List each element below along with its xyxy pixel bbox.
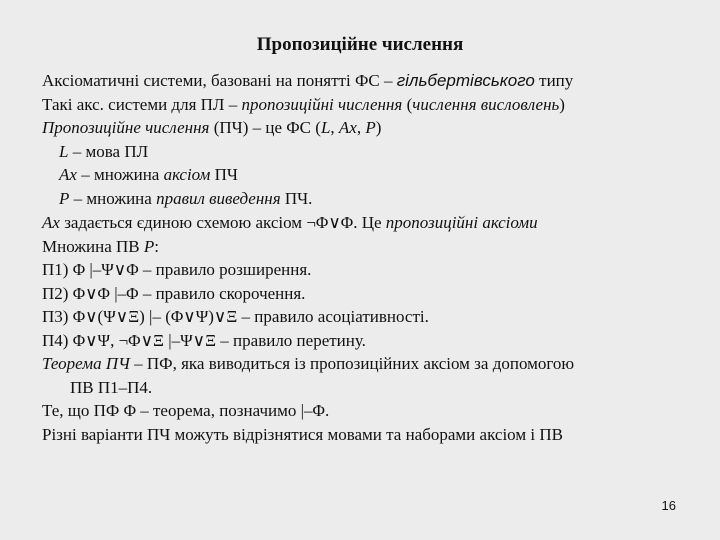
line-2-a: Такі акс. системи для ПЛ – bbox=[42, 94, 242, 114]
line-9: П1) Φ |–Ψ∨Φ – правило розширення. bbox=[42, 260, 312, 279]
line-6 bbox=[42, 187, 702, 211]
line-3-d: , bbox=[330, 118, 339, 137]
page-number: 16 bbox=[661, 498, 676, 513]
line-8-c: : bbox=[154, 236, 160, 256]
line-11: П3) Φ∨(Ψ∨Ξ) |– (Φ∨Ψ)∨Ξ – правило асоціативності. bbox=[42, 307, 429, 326]
line-4 bbox=[42, 140, 702, 164]
slide-title: Пропозиційне числення bbox=[256, 34, 464, 55]
line-7-b: задається єдиною схемою аксіом ¬Φ∨Φ. Це bbox=[59, 213, 386, 232]
line-5-c: аксіом bbox=[163, 165, 211, 184]
line-3 bbox=[42, 116, 702, 140]
line-2-d: числення висловлень bbox=[412, 94, 560, 114]
line-14: ПВ П1–П4. bbox=[70, 377, 153, 397]
line-3-g: P bbox=[365, 118, 376, 137]
line-3-e: Ax bbox=[338, 118, 357, 137]
line-13 bbox=[42, 352, 702, 376]
line-1 bbox=[42, 69, 702, 93]
line-3-c: L bbox=[320, 118, 331, 137]
line-6-c: правил виведення bbox=[156, 188, 281, 208]
line-15: Те, що ПФ Φ – теорема, позначимо |–Φ. bbox=[42, 401, 330, 420]
line-8-a: Множина ПВ bbox=[42, 236, 144, 256]
line-2 bbox=[42, 93, 702, 117]
line-8-b: P bbox=[143, 236, 155, 256]
line-3-b: (ПЧ) – це ФС ( bbox=[209, 118, 321, 137]
line-1-c: типу bbox=[534, 71, 574, 90]
line-3-h: ) bbox=[375, 118, 382, 137]
line-1-b: гільбертівського bbox=[396, 71, 535, 90]
line-12: П4) Φ∨Ψ, ¬Φ∨Ξ |–Ψ∨Ξ – правило перетину. bbox=[42, 330, 366, 350]
line-4-a: L bbox=[59, 141, 69, 161]
line-6-b: – множина bbox=[69, 188, 157, 208]
line-5-d: ПЧ bbox=[210, 165, 238, 184]
line-7-c: пропозиційні аксіоми bbox=[385, 213, 538, 232]
line-13-a: Теорема ПЧ bbox=[42, 354, 130, 373]
line-2-c: ( bbox=[402, 94, 413, 114]
slide-body bbox=[42, 69, 702, 446]
line-16: Різні варіанти ПЧ можуть відрізнятися мовами та наборами аксіом і ПВ bbox=[42, 424, 563, 444]
line-13-b: – ПФ, яка виводиться із пропозиційних аксіом за допомогою bbox=[129, 354, 575, 373]
line-5 bbox=[42, 163, 702, 187]
line-5-a: Ax bbox=[59, 165, 77, 184]
line-5-b: – множина bbox=[76, 165, 164, 184]
line-1-a: Аксіоматичні системи, базовані на понятті ФС – bbox=[42, 71, 397, 90]
line-2-e: ) bbox=[559, 94, 565, 114]
line-7 bbox=[42, 211, 702, 235]
line-3-a: Пропозиційне числення bbox=[42, 118, 210, 137]
line-7-a: Ax bbox=[42, 213, 60, 232]
line-6-d: ПЧ. bbox=[280, 188, 313, 208]
line-8 bbox=[42, 235, 702, 259]
line-6-a: P bbox=[59, 188, 70, 208]
line-3-f: , bbox=[356, 118, 366, 137]
line-10: П2) Φ∨Φ |–Φ – правило скорочення. bbox=[42, 283, 306, 303]
line-2-b: пропозиційні числення bbox=[241, 94, 403, 114]
line-4-b: – мова ПЛ bbox=[68, 141, 149, 161]
